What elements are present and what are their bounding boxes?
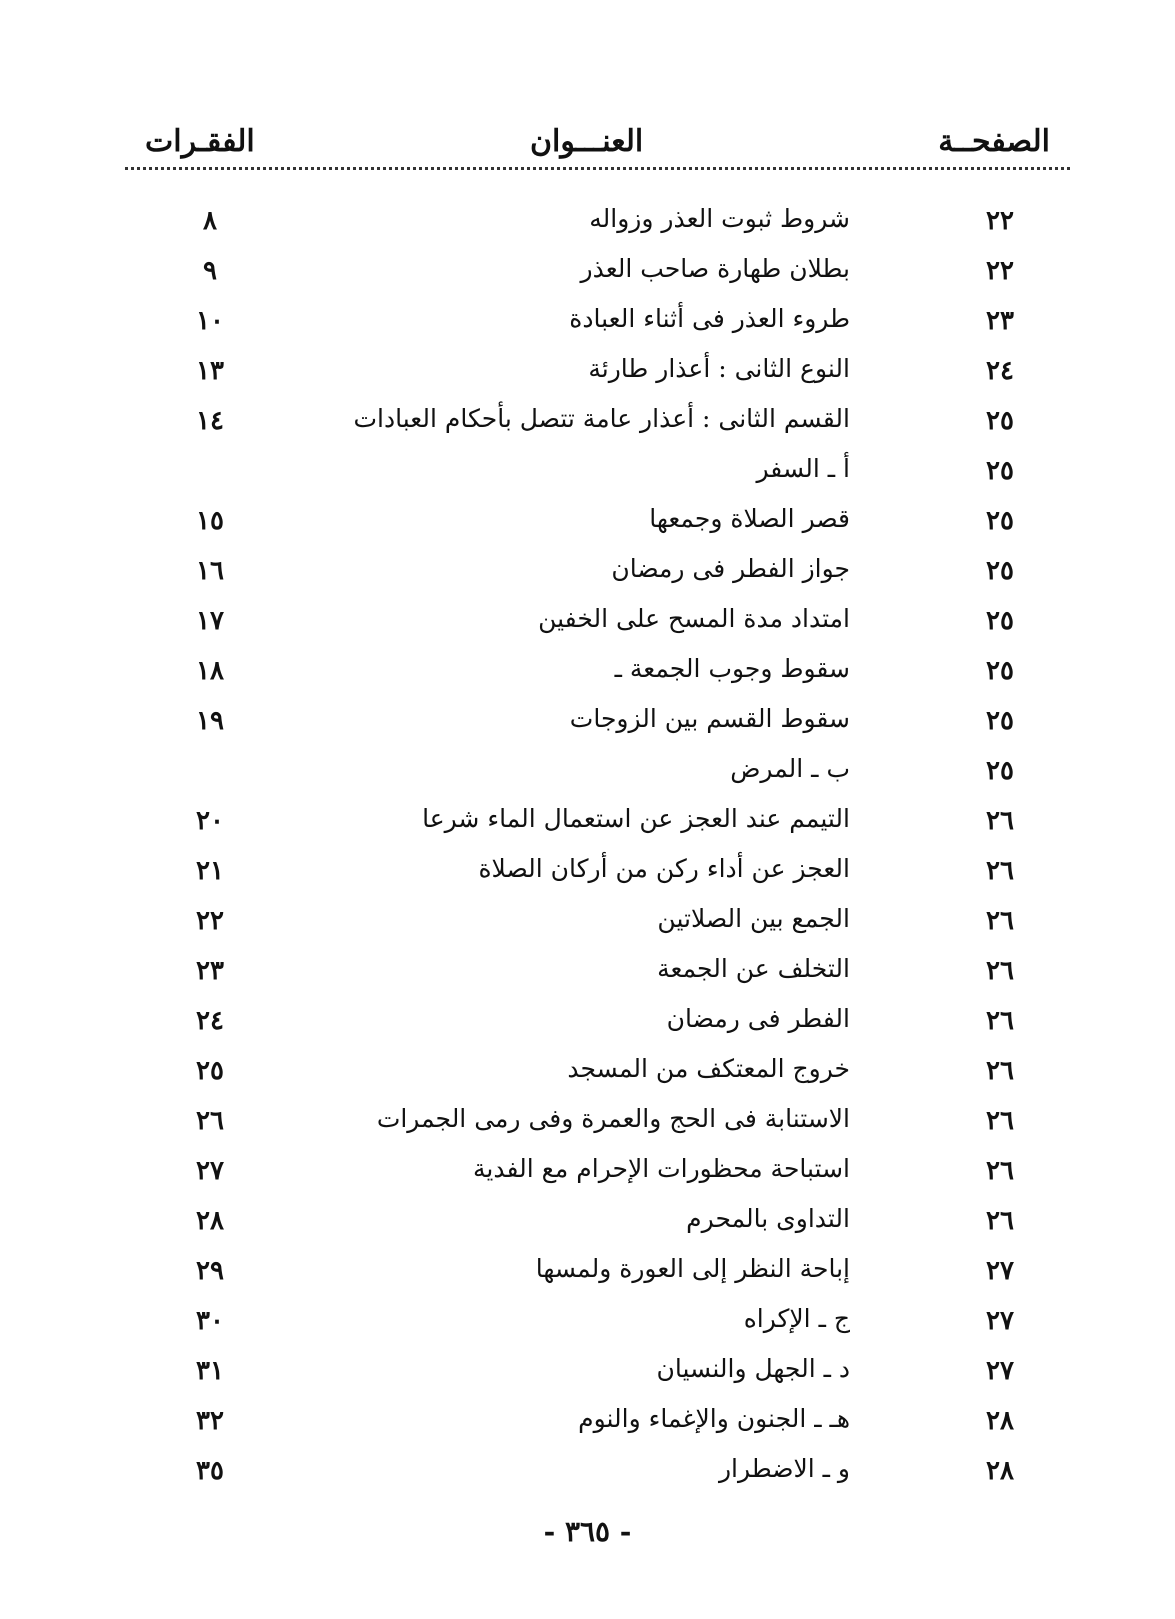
toc-row	[125, 948, 1070, 998]
toc-title: الفطر فى رمضان	[666, 1004, 850, 1033]
toc-row	[125, 548, 1070, 598]
toc-row	[125, 1448, 1070, 1498]
toc-paragraph-number: ١٥	[196, 506, 224, 536]
toc-paragraph-number: ١٧	[196, 606, 224, 636]
toc-row	[125, 348, 1070, 398]
toc-page-number: ٢٧	[986, 1306, 1014, 1336]
toc-paragraph-number: ٢٨	[196, 1206, 224, 1236]
toc-page-number: ٢٥	[986, 456, 1014, 486]
toc-paragraph-number: ٢٥	[196, 1056, 224, 1086]
toc-page-number: ٢٧	[986, 1356, 1014, 1386]
toc-row	[125, 1048, 1070, 1098]
toc-page-number: ٢٦	[986, 806, 1014, 836]
toc-title: العجز عن أداء ركن من أركان الصلاة	[478, 854, 850, 883]
toc-title: امتداد مدة المسح على الخفين	[538, 604, 850, 633]
toc-title: طروء العذر فى أثناء العبادة	[569, 304, 850, 333]
toc-page-number: ٢٦	[986, 1156, 1014, 1186]
toc-title: و ـ الاضطرار	[718, 1454, 850, 1483]
toc-row	[125, 1398, 1070, 1448]
toc-paragraph-number: ١٨	[196, 656, 224, 686]
toc-paragraph-number: ٣٢	[196, 1406, 224, 1436]
toc-page-number: ٢٦	[986, 1056, 1014, 1086]
toc-paragraph-number: ١٦	[196, 556, 224, 586]
toc-title: ج ـ الإكراه	[743, 1304, 850, 1333]
toc-paragraph-number: ٢٤	[196, 1006, 224, 1036]
toc-title: استباحة محظورات الإحرام مع الفدية	[472, 1154, 850, 1183]
header-page-label: الصفحــة	[938, 124, 1050, 159]
toc-row	[125, 1348, 1070, 1398]
toc-page-number: ٢٥	[986, 706, 1014, 736]
toc-row	[125, 998, 1070, 1048]
toc-row	[125, 498, 1070, 548]
table-header	[125, 112, 1070, 168]
toc-page-number: ٢٦	[986, 1106, 1014, 1136]
toc-page-number: ٢٦	[986, 906, 1014, 936]
toc-page-number: ٢٥	[986, 656, 1014, 686]
toc-row	[125, 798, 1070, 848]
page-number: - ٣٦٥ -	[543, 1515, 632, 1548]
toc-row	[125, 748, 1070, 798]
toc-page-number: ٢٤	[986, 356, 1014, 386]
toc-row	[125, 448, 1070, 498]
toc-title: إباحة النظر إلى العورة ولمسها	[535, 1254, 850, 1283]
toc-page-number: ٢٥	[986, 756, 1014, 786]
toc-paragraph-number: ٩	[203, 256, 217, 286]
toc-page-number: ٢٧	[986, 1256, 1014, 1286]
toc-row	[125, 598, 1070, 648]
toc-title: النوع الثانى : أعذار طارئة	[588, 354, 850, 383]
toc-row	[125, 398, 1070, 448]
toc-paragraph-number: ١٩	[196, 706, 224, 736]
toc-paragraph-number: ٢٦	[196, 1106, 224, 1136]
toc-page-number: ٢٦	[986, 1006, 1014, 1036]
toc-title: بطلان طهارة صاحب العذر	[580, 254, 850, 283]
toc-page-number: ٢٨	[986, 1406, 1014, 1436]
toc-row	[125, 1148, 1070, 1198]
toc-page-number: ٢٦	[986, 1206, 1014, 1236]
toc-row	[125, 1198, 1070, 1248]
toc-row	[125, 1098, 1070, 1148]
toc-page-number: ٢٦	[986, 856, 1014, 886]
toc-row	[125, 1248, 1070, 1298]
toc-paragraph-number: ٣١	[196, 1356, 224, 1386]
toc-title: الاستنابة فى الحج والعمرة وفى رمى الجمرات	[376, 1104, 850, 1133]
toc-title: شروط ثبوت العذر وزواله	[589, 204, 850, 233]
toc-paragraph-number: ٢٧	[196, 1156, 224, 1186]
table-of-contents	[125, 198, 1070, 1498]
toc-title: سقوط وجوب الجمعة ـ	[614, 654, 850, 683]
toc-paragraph-number: ٣٥	[196, 1456, 224, 1486]
toc-page-number: ٢٨	[986, 1456, 1014, 1486]
toc-paragraph-number: ٢٩	[196, 1256, 224, 1286]
toc-paragraph-number: ١٣	[196, 356, 224, 386]
toc-title: القسم الثانى : أعذار عامة تتصل بأحكام العبادات	[353, 404, 850, 433]
toc-page-number: ٢٥	[986, 506, 1014, 536]
toc-title: أ ـ السفر	[756, 454, 850, 483]
header-paragraphs-label: الفقـرات	[145, 124, 255, 159]
toc-title: سقوط القسم بين الزوجات	[569, 704, 850, 733]
toc-page-number: ٢٣	[986, 306, 1014, 336]
toc-row	[125, 698, 1070, 748]
toc-title: الجمع بين الصلاتين	[657, 904, 850, 933]
header-title-label: العنـــوان	[530, 124, 644, 159]
toc-page-number: ٢٥	[986, 556, 1014, 586]
toc-page-number: ٢٢	[986, 206, 1014, 236]
toc-page-number: ٢٥	[986, 406, 1014, 436]
toc-page-number: ٢٢	[986, 256, 1014, 286]
toc-title: التخلف عن الجمعة	[657, 954, 850, 983]
toc-row	[125, 198, 1070, 248]
toc-title: قصر الصلاة وجمعها	[649, 504, 850, 533]
toc-page-number: ٢٦	[986, 956, 1014, 986]
toc-paragraph-number: ٢٣	[196, 956, 224, 986]
toc-row	[125, 898, 1070, 948]
toc-title: التيمم عند العجز عن استعمال الماء شرعا	[422, 804, 850, 833]
toc-paragraph-number: ٢١	[196, 856, 224, 886]
toc-title: ب ـ المرض	[730, 754, 850, 783]
toc-paragraph-number: ٣٠	[196, 1306, 224, 1336]
toc-title: د ـ الجهل والنسيان	[656, 1354, 850, 1383]
toc-paragraph-number: ٨	[203, 206, 217, 236]
toc-paragraph-number: ١٤	[196, 406, 224, 436]
dotted-divider	[125, 167, 1070, 170]
toc-row	[125, 648, 1070, 698]
toc-title: خروج المعتكف من المسجد	[567, 1054, 850, 1083]
toc-row	[125, 848, 1070, 898]
toc-row	[125, 248, 1070, 298]
toc-title: التداوى بالمحرم	[686, 1204, 850, 1233]
toc-row	[125, 1298, 1070, 1348]
toc-paragraph-number: ٢٢	[196, 906, 224, 936]
toc-paragraph-number: ٢٠	[196, 806, 224, 836]
toc-paragraph-number: ١٠	[196, 306, 224, 336]
toc-title: جواز الفطر فى رمضان	[611, 554, 850, 583]
toc-row	[125, 298, 1070, 348]
toc-page-number: ٢٥	[986, 606, 1014, 636]
toc-title: هـ ـ الجنون والإغماء والنوم	[578, 1404, 850, 1433]
